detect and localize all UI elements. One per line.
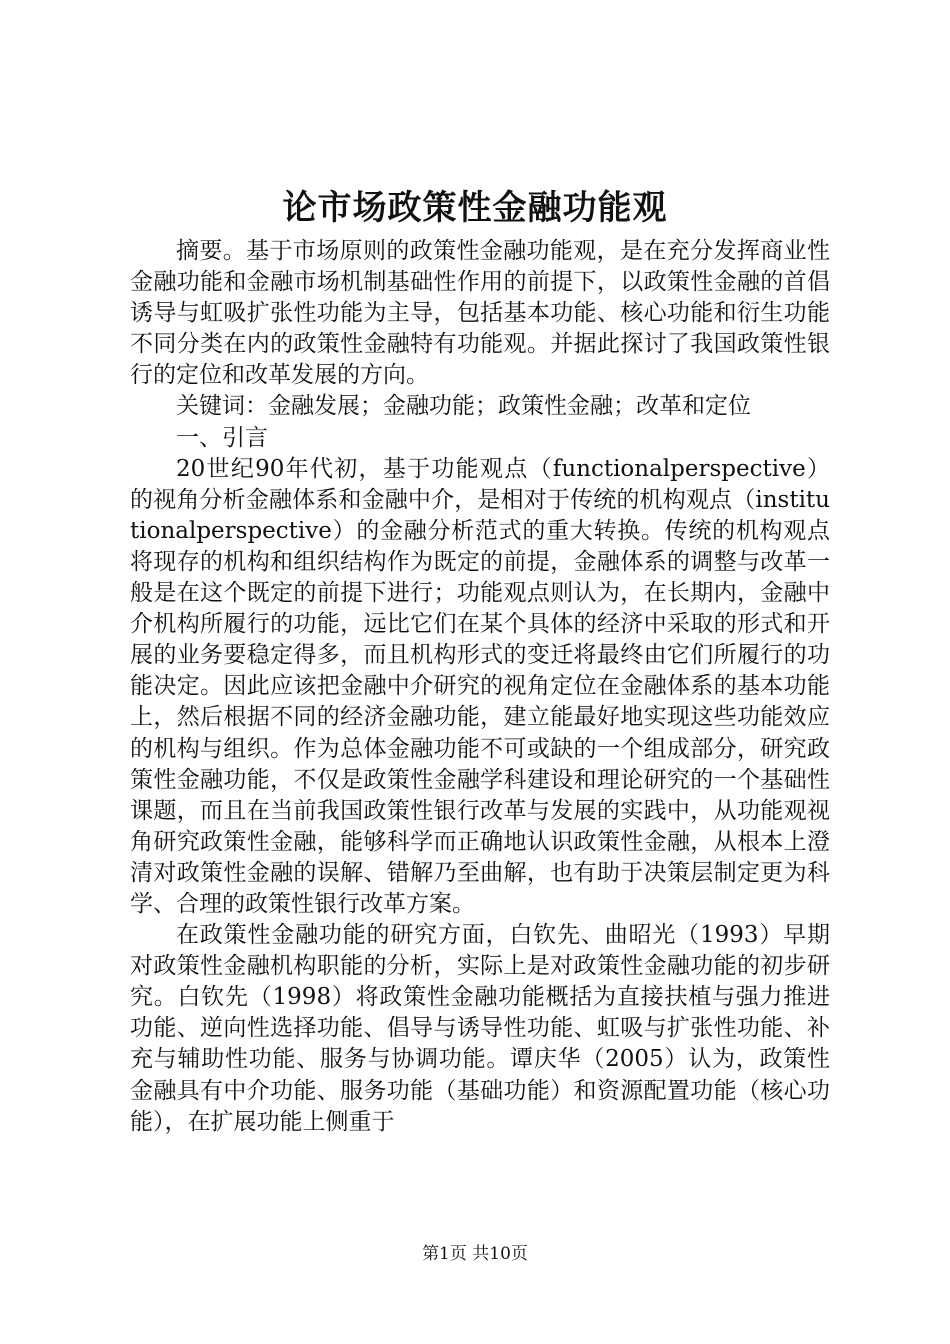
abstract-paragraph: 摘要。基于市场原则的政策性金融功能观，是在充分发挥商业性金融功能和金融市场机制基础性作用的前提下，以政策性金融的首倡诱导与虹吸扩张性功能为主导，包括基本功能、核心功能和衍生功能不同分类在内的政策性金融特有功能观。并据此探讨了我国政策性银行的定位和改革发展的方向。 bbox=[130, 238, 830, 389]
keywords-paragraph: 关键词：金融发展；金融功能；政策性金融；改革和定位 bbox=[176, 393, 751, 420]
document-title: 论市场政策性金融功能观 bbox=[282, 188, 668, 228]
body-paragraph: 在政策性金融功能的研究方面，白钦先、曲昭光（1993）早期对政策性金融机构职能的分析，实际上是对政策性金融功能的初步研究。白钦先（1998）将政策性金融功能概括为直接扶植与强力推进功能、逆向性选择功能、倡导与诱导性功能、虹吸与扩张性功能、补充与辅助性功能、服务与协调功能。谭庆华（2005）认为，政策性金融具有中介功能、服务功能（基础功能）和资源配置功能（核心功能），在扩展功能上侧重于 bbox=[130, 922, 830, 1135]
body-paragraph: 20世纪90年代初，基于功能观点（functionalperspective）的视角分析金融体系和金融中介，是相对于传统的机构观点（institutionalperspective）的金融分析范式的重大转换。传统的机构观点将现存的机构和组织结构作为既定的前提，金融体系的调整与改革一般是在这个既定的前提下进行；功能观点则认为，在长期内，金融中介机构所履行的功能，远比它们在某个具体的经济中采取的形式和开展的业务要稳定得多，而且机构形式的变迁将最终由它们所履行的功能决定。因此应该把金融中介研究的视角定位在金融体系的基本功能上，然后根据不同的经济金融功能，建立能最好地实现这些功能效应的机构与组织。作为总体金融功能不可或缺的一个组成部分，研究政策性金融功能，不仅是政策性金融学科建设和理论研究的一个基础性课题，而且在当前我国政策性银行改革与发展的实践中，从功能观视角研究政策性金融，能够科学而正确地认识政策性金融，从根本上澄清对政策性金融的误解、错解乃至曲解，也有助于决策层制定更为科学、合理的政策性银行改革方案。 bbox=[130, 455, 830, 917]
document-body bbox=[130, 236, 830, 1138]
section-heading-introduction: 一、引言 bbox=[176, 424, 268, 451]
page-footer: 第1页 共10页 bbox=[422, 1244, 528, 1264]
